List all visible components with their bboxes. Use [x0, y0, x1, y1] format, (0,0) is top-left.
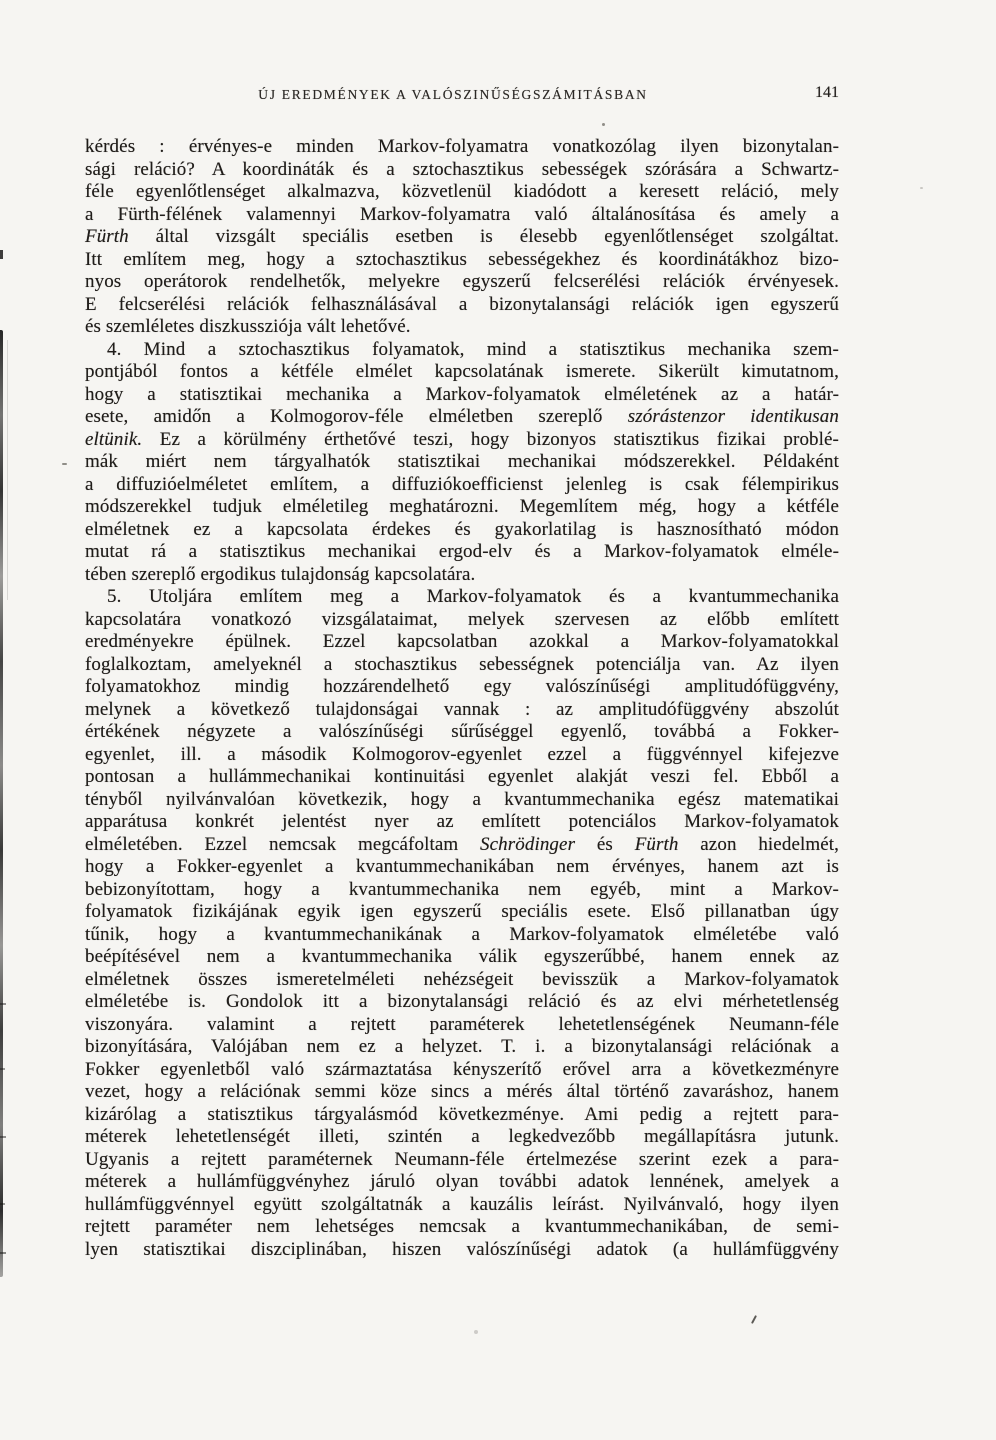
text-line: hullámfüggvénnyel együtt szolgáltatnák a kauzális leírást. Nyilvánvaló, hogy ilyen — [85, 1193, 839, 1215]
scan-speck — [751, 1315, 757, 1324]
text-line: a diffuzióelméletet említem, a diffuziókoefficienst jelenleg is csak félempirikus — [85, 473, 839, 495]
text-line: foglalkoztam, amelyeknél a stochasztikus sebességnek potenciálja van. Az ilyen — [85, 653, 839, 675]
text-line: esete, amidőn a Kolmogorov-féle elméletben szereplő szórástenzor identikusan — [85, 406, 839, 427]
text-line: tűnik, hogy a kvantummechanikának a Markov-folyamatok elméletébe való — [85, 923, 839, 945]
scan-speck — [62, 463, 67, 465]
text-line: apparátusa konkrét jelentést nyer az említett potenciálos Markov-folyamatok — [85, 811, 839, 832]
text-line: hogy a statisztikai mechanika a Markov-folyamatok elméletének az a határ- — [85, 383, 839, 405]
text-block — [85, 136, 839, 1261]
text-line: kérdés : érvényes-e minden Markov-folyamatra vonatkozólag ilyen bizonytalan- — [85, 136, 839, 157]
text-line: rejtett paraméter nem lehetséges nemcsak a kvantummechanikában, de semi- — [85, 1216, 839, 1237]
text-line: Fürth által vizsgált speciális esetben is élesebb egyenlőtlenséget szolgáltat. — [85, 226, 839, 247]
scan-artifact-tick — [0, 1003, 6, 1005]
text-line: pontjából fontos a kétféle elmélet kapcsolatának ismerete. Sikerült kimutatnom, — [85, 361, 839, 382]
page-number: 141 — [815, 84, 839, 101]
text-line: folyamatok fizikájának egyik igen egyszerű speciális esete. Első pillanatban úgy — [85, 901, 839, 922]
text-line: mutat rá a statisztikus mechanikai ergod-elv és a Markov-folyamatok elméle- — [85, 541, 839, 562]
text-line: féle egyenlőtlenséget alkalmazva, közvetlenül kiadódott a keresett reláció, mely — [85, 181, 839, 202]
text-line: tében szereplő ergodikus tulajdonság kapcsolatára. — [85, 563, 476, 585]
scan-artifact-binding-edge — [0, 330, 3, 1277]
text-line: 4. Mind a sztochasztikus folyamatok, mind a statisztikus mechanika szem- — [107, 338, 839, 360]
text-line: Fokker egyenletből való származtatása kényszerítő erővel arra a következményre — [85, 1058, 839, 1080]
text-line: melynek a következő tulajdonságai vannak : az amplitudófüggvény abszolút — [85, 698, 839, 720]
text-line: bebizonyítottam, hogy a kvantummechanika nem egyéb, mint a Markov- — [85, 878, 839, 900]
text-line: pontosan a hullámmechanikai kontinuitási egyenlet alakját veszi fel. Ebből a — [85, 766, 839, 787]
text-line: folyamatokhoz mindig hozzárendelhető egy valószínűségi amplitudófüggvény, — [85, 676, 839, 697]
text-line: módszerekkel tudjuk elméletileg meghatározni. Megemlítem még, hogy a kétféle — [85, 496, 839, 517]
scan-speck — [474, 1330, 478, 1334]
text-line: E felcserélési relációk felhasználásával a bizonytalansági relációk igen egyszerű — [85, 293, 839, 315]
text-line: 5. Utoljára említem meg a Markov-folyamatok és a kvantummechanika — [107, 586, 839, 607]
scan-artifact-tick — [0, 1252, 6, 1254]
text-line: viszonyára. valamint a rejtett paraméterek lehetetlenségének Neumann-féle — [85, 1013, 839, 1035]
text-line: Itt említem meg, hogy a sztochasztikus sebességekhez és koordinátákhoz bizo- — [85, 248, 839, 270]
text-line: Ugyanis a rejtett paraméternek Neumann-féle értelmezése szerint ezek a para- — [85, 1148, 839, 1170]
text-line: értékének négyzete a valószínűségi sűrűséggel egyenlő, továbbá a Fokker- — [85, 721, 839, 742]
scan-artifact-tick — [0, 1068, 5, 1070]
page-header-title: ÚJ EREDMÉNYEK A VALÓSZINŰSÉGSZÁMITÁSBAN — [258, 87, 648, 102]
text-line: bizonyítására, Valójában nem ez a helyzet. T. i. a bizonytalansági relációnak a — [85, 1036, 839, 1057]
text-line: elméletnek összes ismeretelméleti nehézségeit bevisszük a Markov-folyamatok — [85, 968, 839, 990]
text-line: hogy a Fokker-egyenlet a kvantummechanikában nem érvényes, hanem azt is — [85, 856, 839, 877]
text-line: és szemléletes diszkussziója vált lehetővé. — [85, 316, 411, 337]
scan-speck — [920, 187, 923, 189]
scan-artifact-tick — [0, 1203, 5, 1205]
text-line: vezet, hogy a relációnak semmi köze sincs a mérés által történő zavaráshoz, hanem — [85, 1081, 839, 1102]
text-line: elméletében. Ezzel nemcsak megcáfoltam Schrödinger és Fürth azon hiedelmét, — [85, 833, 839, 855]
text-line: elméletébe is. Gondolok itt a bizonytalansági reláció és az elvi mérhetetlenség — [85, 991, 839, 1012]
text-line: eredményekre épülnek. Ezzel kapcsolatban azokkal a Markov-folyamatokkal — [85, 631, 839, 652]
text-line: kapcsolatára vonatkozó vizsgálataimat, melyek szervesen az előbb említett — [85, 608, 839, 630]
scan-artifact-tick — [0, 1136, 6, 1138]
scan-speck — [602, 123, 605, 126]
scan-artifact-faint-line — [7, 340, 8, 600]
running-head — [0, 0, 996, 120]
text-line: lyen statisztikai diszciplinában, hiszen valószínűségi adatok (a hullámfüggvény — [85, 1238, 839, 1260]
text-line: nyos operátorok rendelhetők, melyekre egyszerű felcserélési relációk érvényesek. — [85, 271, 839, 292]
text-line: beépítésével nem a kvantummechanika válik egyszerűbbé, hanem ennek az — [85, 946, 839, 967]
text-line: a Fürth-félének valamennyi Markov-folyamatra való általánosítása és amely a — [85, 203, 839, 225]
text-line: méterek a hullámfüggvényhez járuló olyan további adatok lennének, amelyek a — [85, 1171, 839, 1192]
text-line: méterek lehetetlenségét illeti, szintén a legkedvezőbb megállapításra jutunk. — [85, 1126, 839, 1147]
text-line: egyenlet, ill. a második Kolmogorov-egyenlet ezzel a függvénnyel kifejezve — [85, 743, 839, 765]
text-line: kizárólag a statisztikus tárgyalásmód következménye. Ami pedig a rejtett para- — [85, 1103, 839, 1125]
text-line: eltünik. Ez a körülmény érthetővé teszi, hogy bizonyos statisztikus fizikai problé- — [85, 428, 839, 450]
text-line: mák miért nem tárgyalhatók statisztikai mechanikai módszerekkel. Példaként — [85, 451, 839, 472]
text-line: sági reláció? A koordináták és a sztochasztikus sebességek szórására a Schwartz- — [85, 158, 839, 180]
text-line: elméletnek ez a kapcsolata érdekes és gyakorlatilag is hasznosítható módon — [85, 518, 839, 540]
text-line: tényből nyilvánvalóan következik, hogy a kvantummechanika egész matematikai — [85, 788, 839, 810]
scan-artifact-tick — [0, 250, 3, 259]
